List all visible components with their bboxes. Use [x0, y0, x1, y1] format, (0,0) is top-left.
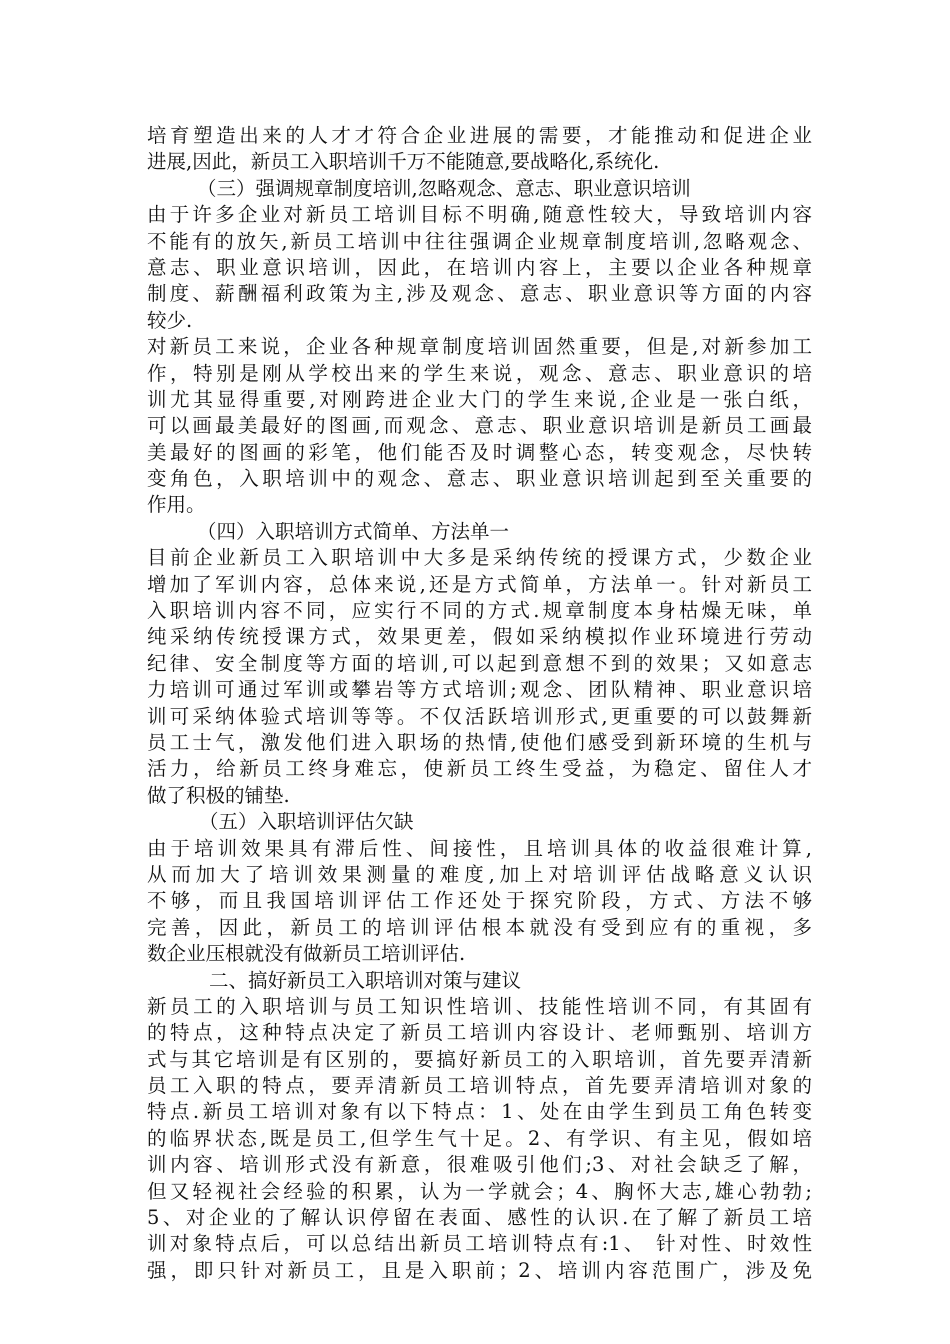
text-line: 作用。	[147, 493, 206, 517]
text-line: 5、对企业的了解认识停留在表面、感性的认识.在了解了新员工培	[147, 1206, 812, 1230]
text-line: 较少.	[147, 308, 193, 332]
text-line: 不够，而且我国培训评估工作还处于探究阶段，方式、方法不够	[147, 889, 812, 913]
text-line: 增加了军训内容，总体来说,还是方式简单，方法单一。针对新员工	[147, 572, 812, 596]
paragraph-intro	[147, 123, 812, 176]
paragraph-5	[147, 836, 812, 968]
text-line: 力培训可通过军训或攀岩等方式培训;观念、团队精神、职业意识培	[147, 678, 812, 702]
heading-text: （四）入职培训方式简单、方法单一	[197, 519, 510, 543]
heading-text: 二、搞好新员工入职培训对策与建议	[209, 968, 522, 992]
text-line: 不能有的放矢,新员工培训中往往强调企业规章制度培训,忽略观念、	[147, 229, 812, 253]
text-line: 特点.新员工培训对象有以下特点：1、处在由学生到员工角色转变	[147, 1100, 812, 1124]
text-line: 纯采纳传统授课方式，效果更差，假如采纳模拟作业环境进行劳动	[147, 625, 812, 649]
text-line: 变角色，入职培训中的观念、意志、职业意识培训起到至关重要的	[147, 467, 812, 491]
text-line: 目前企业新员工入职培训中大多是采纳传统的授课方式，少数企业	[147, 546, 812, 570]
section-heading-3	[147, 176, 812, 202]
paragraph-3b	[147, 334, 812, 519]
text-line: 完善，因此，新员工的培训评估根本就没有受到应有的重视，多	[147, 915, 812, 939]
text-line: 的特点，这种特点决定了新员工培训内容设计、老师甄别、培训方	[147, 1021, 812, 1045]
text-line: 式与其它培训是有区别的，要搞好新员工的入职培训，首先要弄清新	[147, 1047, 812, 1071]
text-line: 由于培训效果具有滞后性、间接性，且培训具体的收益很难计算,	[147, 836, 812, 860]
text-line: 但又轻视社会经验的积累，认为一学就会；4、胸怀大志,雄心勃勃;	[147, 1179, 812, 1203]
paragraph-4	[147, 545, 812, 809]
text-line: 对新员工来说，企业各种规章制度培训固然重要，但是,对新参加工	[147, 335, 812, 359]
text-line: 员工士气，激发他们进入职场的热情,使他们感受到新环境的生机与	[147, 730, 812, 754]
text-line: 纪律、安全制度等方面的培训,可以起到意想不到的效果；又如意志	[147, 651, 812, 675]
text-line: 训对象特点后，可以总结出新员工培训特点有:1、 针对性、时效性	[147, 1232, 812, 1256]
paragraph-2	[147, 994, 812, 1284]
document-page	[147, 123, 812, 1284]
text-line: 的临界状态,既是员工,但学生气十足。2、有学识、有主见，假如培	[147, 1126, 812, 1150]
text-line: 入职培训内容不同，应实行不同的方式.规章制度本身枯燥无味，单	[147, 599, 812, 623]
text-line: 制度、薪酬福利政策为主,涉及观念、意志、职业意识等方面的内容	[147, 282, 812, 306]
section-heading-5	[147, 809, 812, 835]
text-line: 训内容、培训形式没有新意，很难吸引他们;3、对社会缺乏了解，	[147, 1153, 812, 1177]
text-line: 员工入职的特点，要弄清新员工培训特点，首先要弄清培训对象的	[147, 1074, 812, 1098]
text-line: 做了积极的铺垫.	[147, 783, 290, 807]
section-heading-4	[147, 519, 812, 545]
text-line: 训尤其显得重要,对刚跨进企业大门的学生来说,企业是一张白纸，	[147, 387, 812, 411]
text-line: 训可采纳体验式培训等等。不仅活跃培训形式,更重要的可以鼓舞新	[147, 704, 812, 728]
text-line: 强，即只针对新员工，且是入职前；2、培训内容范围广，涉及免	[147, 1258, 812, 1282]
text-line: 美最好的图画的彩笔，他们能否及时调整心态，转变观念，尽快转	[147, 440, 812, 464]
text-line: 由于许多企业对新员工培训目标不明确,随意性较大，导致培训内容	[147, 203, 812, 227]
text-line: 数企业压根就没有做新员工培训评估.	[147, 942, 466, 966]
text-line: 进展,因此，新员工入职培训千万不能随意,要战略化,系统化.	[147, 150, 660, 174]
text-line: 意志、职业意识培训，因此，在培训内容上，主要以企业各种规章	[147, 255, 812, 279]
heading-text: （五）入职培训评估欠缺	[199, 810, 414, 834]
text-line: 从而加大了培训效果测量的难度,加上对培训评估战略意义认识	[147, 862, 812, 886]
heading-text: （三）强调规章制度培训,忽略观念、意志、职业意识培训	[197, 176, 691, 200]
paragraph-3a	[147, 202, 812, 334]
text-line: 活力，给新员工终身难忘，使新员工终生受益，为稳定、留住人才	[147, 757, 812, 781]
text-line: 培育塑造出来的人才才符合企业进展的需要，才能推动和促进企业	[147, 124, 812, 147]
text-line: 可以画最美最好的图画,而观念、意志、职业意识培训是新员工画最	[147, 414, 812, 438]
text-line: 新员工的入职培训与员工知识性培训、技能性培训不同，有其固有	[147, 994, 812, 1018]
section-heading-2	[147, 968, 812, 994]
text-line: 作，特别是刚从学校出来的学生来说，观念、意志、职业意识的培	[147, 361, 812, 385]
